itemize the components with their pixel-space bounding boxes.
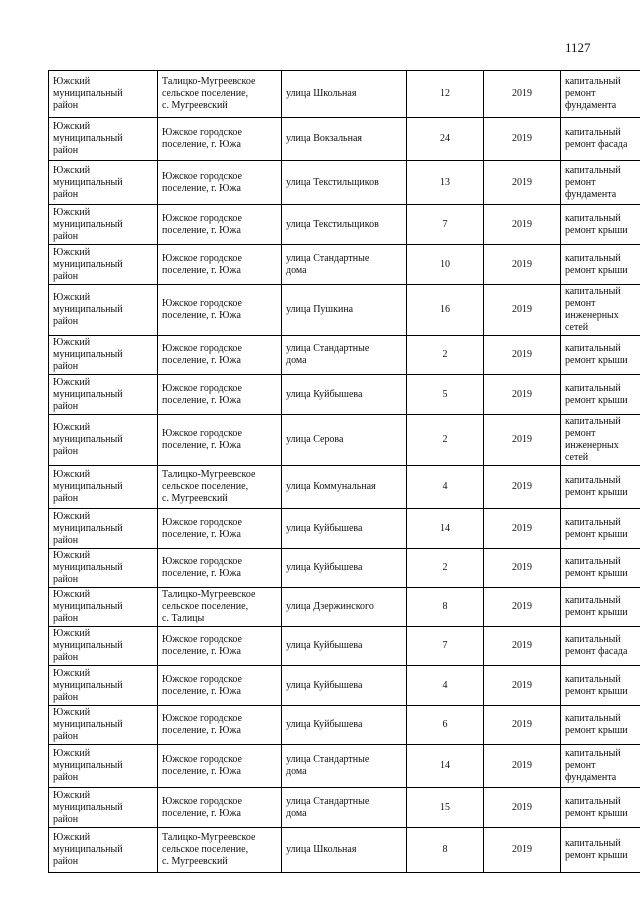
street-cell: улица Стандартные дома bbox=[282, 245, 407, 285]
house-number-cell: 7 bbox=[407, 205, 484, 245]
work-type-cell: капитальный ремонт крыши bbox=[561, 706, 640, 745]
settlement-cell: Южское городское поселение, г. Южа bbox=[158, 745, 282, 788]
year-cell: 2019 bbox=[484, 415, 561, 466]
table-row bbox=[49, 509, 640, 549]
year-cell: 2019 bbox=[484, 549, 561, 588]
work-type-cell: капитальный ремонт крыши bbox=[561, 666, 640, 706]
table-row bbox=[49, 706, 640, 745]
house-number-cell: 4 bbox=[407, 466, 484, 509]
street-cell: улица Стандартные дома bbox=[282, 336, 407, 375]
district-cell: Южский муниципальный район bbox=[49, 415, 158, 466]
settlement-cell: Южское городское поселение, г. Южа bbox=[158, 415, 282, 466]
table-body bbox=[49, 71, 640, 873]
street-cell: улица Куйбышева bbox=[282, 509, 407, 549]
house-number-cell: 15 bbox=[407, 788, 484, 828]
district-cell: Южский муниципальный район bbox=[49, 336, 158, 375]
street-cell: улица Вокзальная bbox=[282, 118, 407, 161]
year-cell: 2019 bbox=[484, 118, 561, 161]
street-cell: улица Стандартные дома bbox=[282, 745, 407, 788]
work-type-cell: капитальный ремонт фундамента bbox=[561, 161, 640, 205]
settlement-cell: Талицко-Мугреевское сельское поселение, с. Мугреевский bbox=[158, 828, 282, 873]
street-cell: улица Пушкина bbox=[282, 285, 407, 336]
year-cell: 2019 bbox=[484, 161, 561, 205]
year-cell: 2019 bbox=[484, 745, 561, 788]
street-cell: улица Куйбышева bbox=[282, 627, 407, 666]
district-cell: Южский муниципальный район bbox=[49, 788, 158, 828]
year-cell: 2019 bbox=[484, 205, 561, 245]
work-type-cell: капитальный ремонт фасада bbox=[561, 118, 640, 161]
work-type-cell: капитальный ремонт крыши bbox=[561, 509, 640, 549]
district-cell: Южский муниципальный район bbox=[49, 745, 158, 788]
work-type-cell: капитальный ремонт фундамента bbox=[561, 71, 640, 118]
work-type-cell: капитальный ремонт крыши bbox=[561, 336, 640, 375]
district-cell: Южский муниципальный район bbox=[49, 549, 158, 588]
house-number-cell: 8 bbox=[407, 588, 484, 627]
district-cell: Южский муниципальный район bbox=[49, 118, 158, 161]
house-number-cell: 16 bbox=[407, 285, 484, 336]
table-row bbox=[49, 788, 640, 828]
table-row bbox=[49, 118, 640, 161]
table-row bbox=[49, 336, 640, 375]
year-cell: 2019 bbox=[484, 627, 561, 666]
table-row bbox=[49, 588, 640, 627]
house-number-cell: 6 bbox=[407, 706, 484, 745]
settlement-cell: Южское городское поселение, г. Южа bbox=[158, 245, 282, 285]
district-cell: Южский муниципальный район bbox=[49, 245, 158, 285]
table-row bbox=[49, 71, 640, 118]
house-number-cell: 8 bbox=[407, 828, 484, 873]
district-cell: Южский муниципальный район bbox=[49, 666, 158, 706]
street-cell: улица Школьная bbox=[282, 828, 407, 873]
work-type-cell: капитальный ремонт крыши bbox=[561, 828, 640, 873]
settlement-cell: Южское городское поселение, г. Южа bbox=[158, 118, 282, 161]
house-number-cell: 13 bbox=[407, 161, 484, 205]
settlement-cell: Южское городское поселение, г. Южа bbox=[158, 161, 282, 205]
district-cell: Южский муниципальный район bbox=[49, 285, 158, 336]
year-cell: 2019 bbox=[484, 588, 561, 627]
settlement-cell: Южское городское поселение, г. Южа bbox=[158, 336, 282, 375]
house-number-cell: 14 bbox=[407, 745, 484, 788]
house-number-cell: 12 bbox=[407, 71, 484, 118]
street-cell: улица Куйбышева bbox=[282, 706, 407, 745]
settlement-cell: Южское городское поселение, г. Южа bbox=[158, 509, 282, 549]
table-row bbox=[49, 549, 640, 588]
house-number-cell: 2 bbox=[407, 336, 484, 375]
settlement-cell: Южское городское поселение, г. Южа bbox=[158, 666, 282, 706]
street-cell: улица Текстильщиков bbox=[282, 205, 407, 245]
work-type-cell: капитальный ремонт крыши bbox=[561, 375, 640, 415]
settlement-cell: Талицко-Мугреевское сельское поселение, с. Мугреевский bbox=[158, 466, 282, 509]
year-cell: 2019 bbox=[484, 509, 561, 549]
settlement-cell: Южское городское поселение, г. Южа bbox=[158, 627, 282, 666]
house-number-cell: 4 bbox=[407, 666, 484, 706]
repair-register-table bbox=[48, 70, 640, 873]
district-cell: Южский муниципальный район bbox=[49, 627, 158, 666]
house-number-cell: 24 bbox=[407, 118, 484, 161]
work-type-cell: капитальный ремонт крыши bbox=[561, 245, 640, 285]
table-row bbox=[49, 745, 640, 788]
street-cell: улица Коммунальная bbox=[282, 466, 407, 509]
settlement-cell: Южское городское поселение, г. Южа bbox=[158, 706, 282, 745]
table-row bbox=[49, 466, 640, 509]
house-number-cell: 2 bbox=[407, 549, 484, 588]
year-cell: 2019 bbox=[484, 828, 561, 873]
district-cell: Южский муниципальный район bbox=[49, 205, 158, 245]
work-type-cell: капитальный ремонт крыши bbox=[561, 788, 640, 828]
table-row bbox=[49, 285, 640, 336]
table-row bbox=[49, 627, 640, 666]
work-type-cell: капитальный ремонт фундамента bbox=[561, 745, 640, 788]
settlement-cell: Южское городское поселение, г. Южа bbox=[158, 549, 282, 588]
table-row bbox=[49, 161, 640, 205]
work-type-cell: капитальный ремонт крыши bbox=[561, 466, 640, 509]
work-type-cell: капитальный ремонт крыши bbox=[561, 205, 640, 245]
street-cell: улица Стандартные дома bbox=[282, 788, 407, 828]
house-number-cell: 2 bbox=[407, 415, 484, 466]
year-cell: 2019 bbox=[484, 706, 561, 745]
district-cell: Южский муниципальный район bbox=[49, 588, 158, 627]
table-row bbox=[49, 666, 640, 706]
page-number: 1127 bbox=[565, 40, 591, 55]
year-cell: 2019 bbox=[484, 245, 561, 285]
district-cell: Южский муниципальный район bbox=[49, 466, 158, 509]
house-number-cell: 14 bbox=[407, 509, 484, 549]
settlement-cell: Талицко-Мугреевское сельское поселение, с. Талицы bbox=[158, 588, 282, 627]
house-number-cell: 5 bbox=[407, 375, 484, 415]
street-cell: улица Куйбышева bbox=[282, 375, 407, 415]
year-cell: 2019 bbox=[484, 375, 561, 415]
settlement-cell: Южское городское поселение, г. Южа bbox=[158, 375, 282, 415]
house-number-cell: 7 bbox=[407, 627, 484, 666]
district-cell: Южский муниципальный район bbox=[49, 706, 158, 745]
work-type-cell: капитальный ремонт инженерных сетей bbox=[561, 415, 640, 466]
street-cell: улица Дзержинского bbox=[282, 588, 407, 627]
table-row bbox=[49, 415, 640, 466]
table-row bbox=[49, 245, 640, 285]
district-cell: Южский муниципальный район bbox=[49, 509, 158, 549]
year-cell: 2019 bbox=[484, 285, 561, 336]
work-type-cell: капитальный ремонт инженерных сетей bbox=[561, 285, 640, 336]
street-cell: улица Куйбышева bbox=[282, 549, 407, 588]
settlement-cell: Талицко-Мугреевское сельское поселение, с. Мугреевский bbox=[158, 71, 282, 118]
year-cell: 2019 bbox=[484, 666, 561, 706]
district-cell: Южский муниципальный район bbox=[49, 828, 158, 873]
work-type-cell: капитальный ремонт фасада bbox=[561, 627, 640, 666]
street-cell: улица Куйбышева bbox=[282, 666, 407, 706]
year-cell: 2019 bbox=[484, 336, 561, 375]
street-cell: улица Школьная bbox=[282, 71, 407, 118]
table-row bbox=[49, 205, 640, 245]
district-cell: Южский муниципальный район bbox=[49, 71, 158, 118]
settlement-cell: Южское городское поселение, г. Южа bbox=[158, 205, 282, 245]
street-cell: улица Серова bbox=[282, 415, 407, 466]
house-number-cell: 10 bbox=[407, 245, 484, 285]
year-cell: 2019 bbox=[484, 466, 561, 509]
year-cell: 2019 bbox=[484, 71, 561, 118]
year-cell: 2019 bbox=[484, 788, 561, 828]
work-type-cell: капитальный ремонт крыши bbox=[561, 549, 640, 588]
work-type-cell: капитальный ремонт крыши bbox=[561, 588, 640, 627]
district-cell: Южский муниципальный район bbox=[49, 375, 158, 415]
settlement-cell: Южское городское поселение, г. Южа bbox=[158, 788, 282, 828]
district-cell: Южский муниципальный район bbox=[49, 161, 158, 205]
street-cell: улица Текстильщиков bbox=[282, 161, 407, 205]
settlement-cell: Южское городское поселение, г. Южа bbox=[158, 285, 282, 336]
table-row bbox=[49, 375, 640, 415]
table-row bbox=[49, 828, 640, 873]
